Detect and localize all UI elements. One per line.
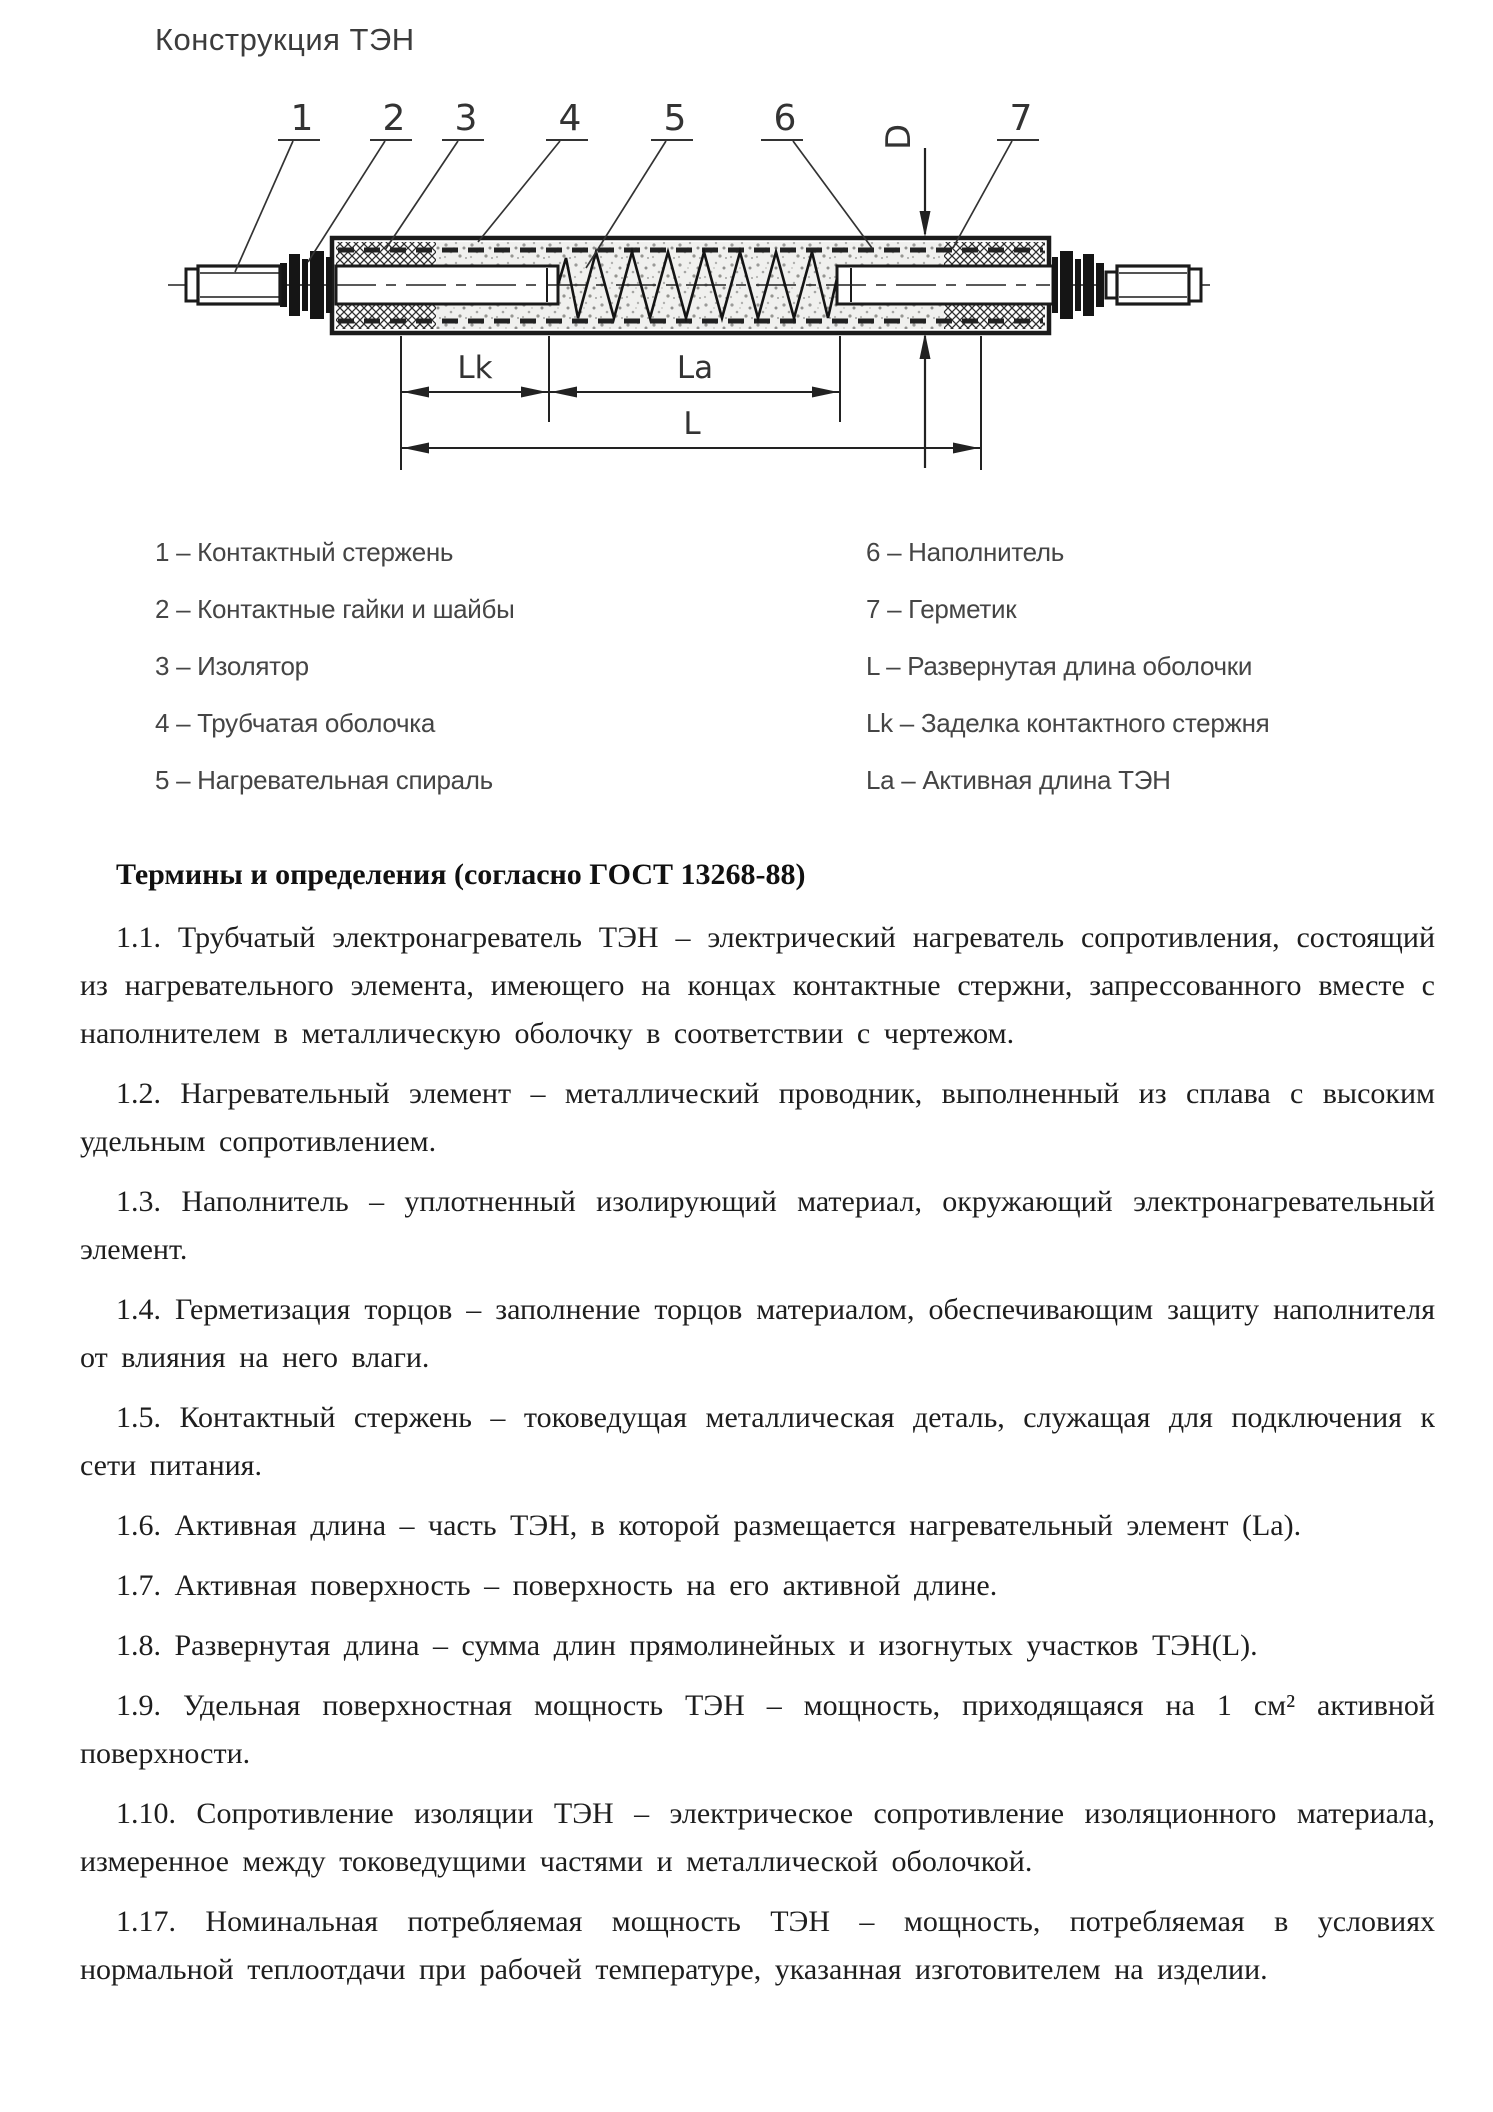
callout-number-3: 3: [454, 98, 478, 139]
contact-rod-left: [186, 266, 280, 304]
leader-line-1: [235, 141, 293, 272]
callout-number-7: 7: [1009, 98, 1033, 139]
term-paragraph-1-2: 1.2. Нагревательный элемент – металлический проводник, выполненный из сплава с высоким удельным сопротивлением.: [80, 1077, 1435, 1158]
legend-item-3: 3 – Изолятор: [155, 651, 309, 681]
callout-number-1: 1: [290, 98, 314, 139]
callout-number-2: 2: [382, 98, 406, 139]
legend-column-right: [866, 524, 1269, 809]
dim-label-la: La: [676, 350, 714, 386]
term-paragraph-1-6: 1.6. Активная длина – часть ТЭН, в которой размещается нагревательный элемент (La).: [116, 1509, 1302, 1542]
dim-label-lk: Lk: [457, 350, 493, 386]
ten-construction-drawing: [0, 0, 1493, 500]
callout-number-6: 6: [773, 98, 797, 139]
dim-label-d: D: [879, 123, 919, 150]
dimension-lines: [401, 336, 981, 470]
legend-item-la: La – Активная длина ТЭН: [866, 765, 1171, 795]
callout-number-5: 5: [663, 98, 687, 139]
dim-label-l: L: [683, 406, 701, 442]
term-paragraph-1-10: 1.10. Сопротивление изоляции ТЭН – электрическое сопротивление изоляционного материала, измеренное между токоведущими частями и металлической оболочкой.: [80, 1797, 1435, 1878]
leader-line-4: [478, 141, 560, 242]
legend-item-5: 5 – Нагревательная спираль: [155, 765, 493, 795]
leader-line-3: [385, 141, 458, 250]
term-paragraph-1-4: 1.4. Герметизация торцов – заполнение торцов материалом, обеспечивающим защиту наполнителя от влияния на него влаги.: [80, 1293, 1435, 1374]
legend-item-l: L – Развернутая длина оболочки: [866, 651, 1253, 681]
terms-section: [80, 858, 1435, 2006]
terms-heading: Термины и определения (согласно ГОСТ 13268-88): [116, 858, 806, 891]
term-paragraph-1-17: 1.17. Номинальная потребляемая мощность ТЭН – мощность, потребляемая в условиях нормальной теплоотдачи при рабочей температуре, указанная изготовителем на изделии.: [80, 1905, 1435, 1986]
term-paragraph-1-5: 1.5. Контактный стержень – токоведущая металлическая деталь, служащая для подключения к сети питания.: [80, 1401, 1435, 1482]
legend-item-2: 2 – Контактные гайки и шайбы: [155, 594, 515, 624]
legend-item-6: 6 – Наполнитель: [866, 537, 1065, 567]
contact-nuts-right: [1052, 251, 1104, 319]
term-paragraph-1-9: 1.9. Удельная поверхностная мощность ТЭН – мощность, приходящаяся на 1 см² активной поверхности.: [80, 1689, 1435, 1770]
legend-item-1: 1 – Контактный стержень: [155, 537, 454, 567]
term-paragraph-1-8: 1.8. Развернутая длина – сумма длин прямолинейных и изогнутых участков ТЭН(L).: [116, 1629, 1258, 1662]
legend-item-7: 7 – Герметик: [866, 594, 1017, 624]
legend-item-4: 4 – Трубчатая оболочка: [155, 708, 436, 738]
term-paragraph-1-1: 1.1. Трубчатый электронагреватель ТЭН – электрический нагреватель сопротивления, состоящий из нагревательного элемента, имеющего на концах контактные стержни, запрессованного вместе с наполнителем в металлическую оболочку в соответствии с чертежом.: [80, 921, 1435, 1050]
term-paragraph-1-3: 1.3. Наполнитель – уплотненный изолирующий материал, окружающий электронагревательный элемент.: [80, 1185, 1435, 1266]
term-paragraph-1-7: 1.7. Активная поверхность – поверхность на его активной длине.: [116, 1569, 998, 1602]
leader-line-6: [793, 141, 872, 248]
page-title: Конструкция ТЭН: [155, 22, 415, 57]
legend-item-lk: Lk – Заделка контактного стержня: [866, 708, 1270, 738]
leader-line-7: [953, 141, 1012, 248]
contact-rod-right: [1106, 266, 1201, 304]
legend-column-left: [155, 524, 515, 809]
callout-number-4: 4: [558, 98, 582, 139]
